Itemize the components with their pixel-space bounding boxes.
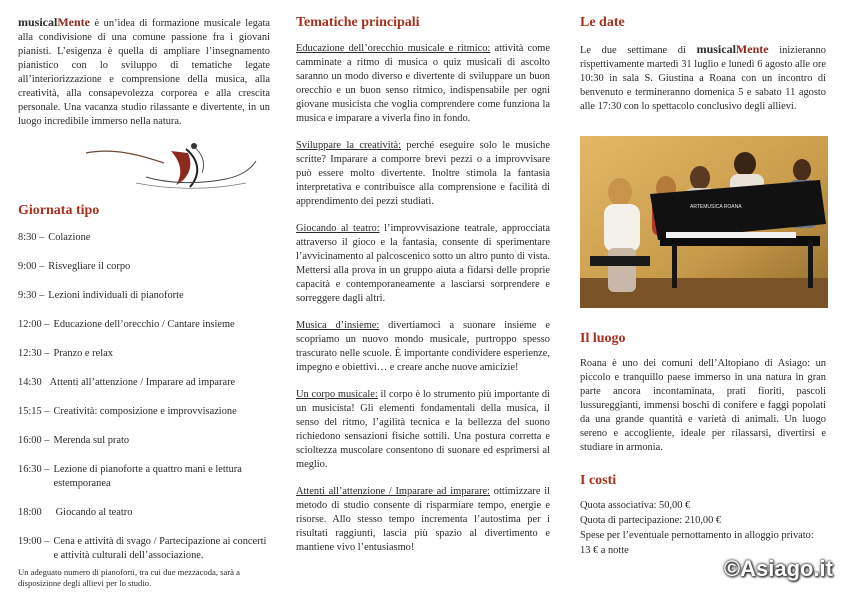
- costi-title: I costi: [580, 473, 617, 488]
- piano-brand-label: ARTEMUSICA ROANA: [690, 204, 742, 210]
- schedule-item: 9:30 – Lezioni individuali di pianoforte: [18, 290, 184, 301]
- tematica-heading: Un corpo musicale:: [296, 389, 378, 400]
- costo-line: Quota di partecipazione: 210,00 €: [580, 515, 722, 526]
- tematica-heading: Attenti all’attenzione / Imparare ad imparare:: [296, 486, 491, 497]
- schedule-list: [18, 231, 270, 563]
- intro-paragraph: [18, 15, 270, 129]
- column-middle: [280, 0, 560, 596]
- costi-list: [580, 498, 830, 558]
- schedule-note: Un adeguato numero di pianoforti, tra cui due mezzacoda, sarà a disposizione degli allievi per lo studio.: [18, 567, 240, 588]
- intro-text: è un’idea di formazione musicale legata alla condivisione di una comune passione fra i giovani pianisti. L’esigenza è quella di ampliare l’insegnamento pianistico con lo sviluppo di tematiche legate all’interiorizzazione e comprensione della musica, alla creatività, alla consapevolezza corporea e alla crescita personale. Una vacanza studio rilassante e divertente, in un luogo incredibile immerso nella natura.: [18, 18, 270, 127]
- date-paragraph: Le due settimane di musicalMente inizieranno rispettivamente martedì 31 luglio e lunedì 6 agosto alle ore 10:30 in sala S. Giustina a Roana con un incontro di benvenuto e termineranno domenica 5 e sabato 11 agosto alle 17:30 con lo spettacolo conclusivo degli allievi.: [580, 42, 826, 112]
- tematica-heading: Educazione dell’orecchio musicale e ritmico:: [296, 43, 491, 54]
- brand-name: musicalMente: [696, 42, 769, 56]
- costo-line: Quota associativa: 50,00 €: [580, 500, 691, 511]
- schedule-item: 16:30 – Lezione di pianoforte a quattro mani e lettura estemporanea: [18, 464, 242, 489]
- schedule-item: 12:30 – Pranzo e relax: [18, 348, 113, 359]
- luogo-title: Il luogo: [580, 331, 626, 346]
- column-left: [0, 0, 280, 596]
- tematica-heading: Musica d’insieme:: [296, 320, 380, 331]
- piano-group-photo: [580, 136, 828, 308]
- brand-name: musicalMente: [18, 15, 90, 29]
- costo-line: 13 € a notte: [580, 545, 629, 556]
- tematiche-sections: [296, 42, 550, 555]
- tematica-section: Sviluppare la creatività: perché eseguire solo le musiche scritte? Imparare a comporre brevi pezzi o a improvvisare può essere molto divertente. Inoltre stimola la fantasia interpretativa e contribuisce alla comprensione e facilità di apprendimento dei pezzi studiati.: [296, 140, 550, 207]
- schedule-item: 15:15 – Creatività: composizione e improvvisazione: [18, 406, 237, 417]
- tematica-heading: Sviluppare la creatività:: [296, 140, 401, 151]
- tematica-section: Un corpo musicale: il corpo è lo strumento più importante di un musicista! Gli elementi fondamentali della musica, il senso del ritmo, l’agilità tecnica e la bellezza del suono richiedono sensazioni fisiche sottili. Una postura corretta e scioltezza muscolare consentono di suonare ed esprimersi al meglio.: [296, 389, 550, 470]
- schedule-item: 8:30 – Colazione: [18, 232, 91, 243]
- tematica-section: Musica d’insieme: divertiamoci a suonare insieme e scopriamo un nuovo mondo musicale, purtroppo spesso trascurato nelle scuole. È importante condividere esperienze, impegno e obiettivi… e creare anche nuove amicizie!: [296, 320, 550, 373]
- tematica-section: Attenti all’attenzione / Imparare ad imparare: ottimizzare il metodo di studio consente di risparmiare tempo, energie e risorse. Allo stesso tempo incrementa l’autostima per i risultati raggiunti, lascia più spazio al divertimento e mantiene vivo l’entusiasmo!: [296, 486, 550, 553]
- tematiche-title: Tematiche principali: [296, 15, 420, 30]
- schedule-item: 16:00 – Merenda sul prato: [18, 435, 130, 446]
- schedule-item: 12:00 – Educazione dell’orecchio / Cantare insieme: [18, 319, 235, 330]
- tematica-section: Educazione dell’orecchio musicale e ritmico: attività come camminate a ritmo di musica o quiz musicali di ascolto saranno un modo diverso e divertente di sviluppare un buon orecchio e un buon senso ritmico, indispensabile per ogni giovane musicista che voglia comprendere come funziona la musica e imparare a viverla fino in fondo.: [296, 43, 550, 124]
- schedule-item: 19:00 – Cena e attività di svago / Partecipazione ai concerti e attività culturali dell’associazione.: [18, 536, 267, 561]
- tematica-section: Giocando al teatro: l’improvvisazione teatrale, approcciata attraverso il gioco e la fantasia, consente di sperimentare l’avvicinamento al palcoscenico sotto un altro punto di vista. Mettersi alla prova in un gruppo aiuta a fidarsi delle proprie capacità e contemporaneamente a lasciarsi sorprendere e sorreggere dagli altri.: [296, 223, 550, 304]
- tematica-heading: Giocando al teatro:: [296, 223, 380, 234]
- watermark: ©Asiago.it: [723, 556, 833, 581]
- schedule-item: 14:30 Attenti all’attenzione / Imparare ad imparare: [18, 377, 236, 388]
- luogo-paragraph: Roana è uno dei comuni dell’Altopiano di Asiago: un piccolo e tranquillo paese immerso in una natura in gran parte ancora incontaminata, prati fioriti, pascoli lussureggianti, immensi boschi di conifere e faggi popolati da una grande quantità e varietà di animali. Un luogo sereno e accogliente, ideale per rilassarsi, divertirsi e studiare in armonia.: [580, 358, 826, 453]
- giornata-title: Giornata tipo: [18, 203, 100, 218]
- date-title: Le date: [580, 15, 625, 30]
- costo-line: Spese per l’eventuale pernottamento in alloggio privato:: [580, 530, 814, 541]
- schedule-item: 9:00 – Risvegliare il corpo: [18, 261, 131, 272]
- schedule-item: 18:00 Giocando al teatro: [18, 507, 133, 518]
- music-dancers-illustration: [76, 139, 276, 199]
- column-right: [560, 0, 843, 596]
